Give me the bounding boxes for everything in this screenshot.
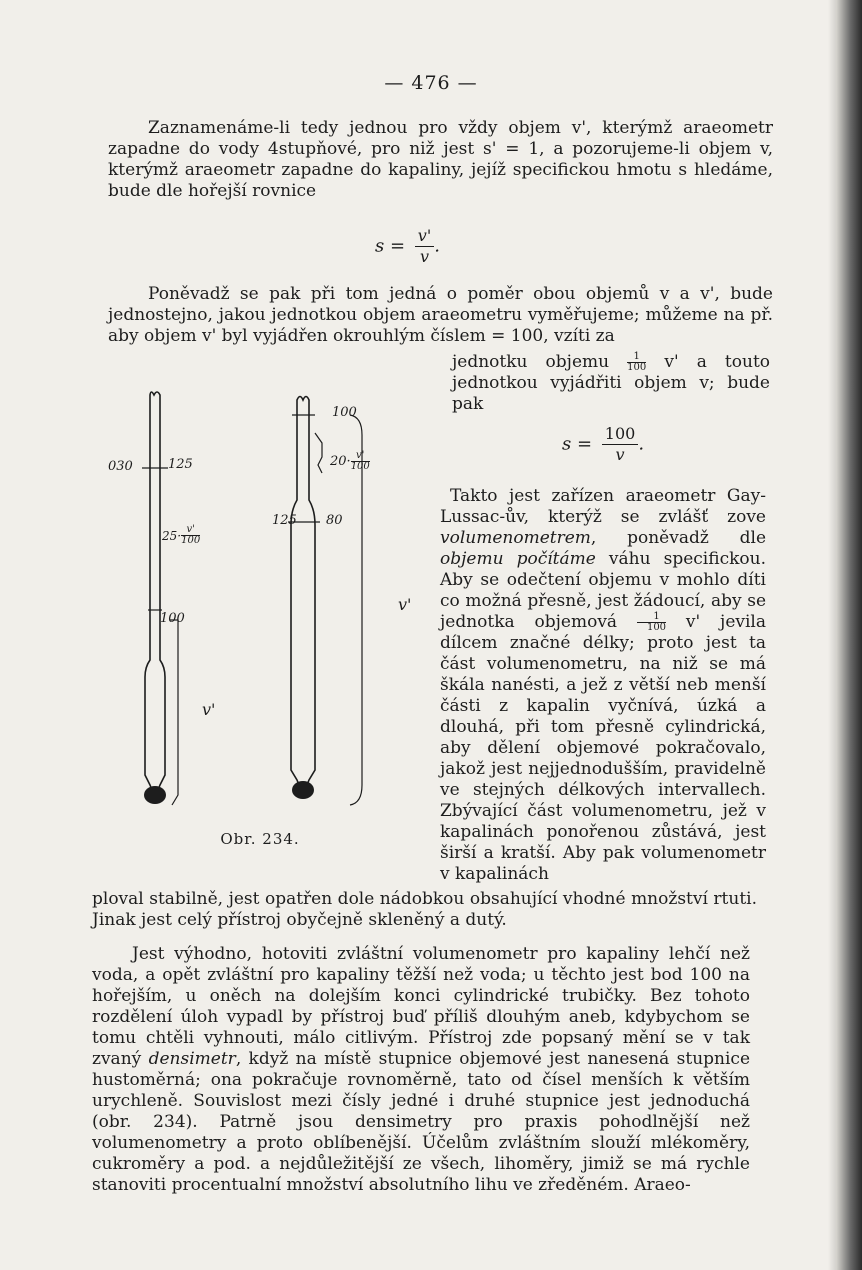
label-125-left: 125 [168,457,193,472]
label-25-frac [181,525,200,546]
paragraph-3-text-4: v' jevila dílcem značné délky; proto jest ta část volumenometru, na niž se má škála nanésti, a jež z větší neb menší části z kapalin vyčnívá, úzká a dlouhá, při tom přesně cylindrická, aby dělení objemové pokračovalo, jakož jest nejjednodušším, pravidelně ve stejných délkových intervallech. Zbývající část volumenometru, jež v kapalinách ponořenou zůstává, jest širší a kratší. Aby pak volumenometr v kapalinách [440,612,767,884]
label-80: 80 [326,513,343,528]
left-tube-outline [145,392,165,790]
equation-1-lhs: s = [375,235,406,257]
label-125-right: 125 [272,513,297,528]
paragraph-3-ending [92,889,757,931]
label-100-left: 100 [160,611,185,626]
equation-2-fraction [602,424,639,465]
paragraph-3-text-5: ploval stabilně, jest opatřen dole nádobkou obsahující vhodné množství rtuti. Jinak jest celý přístroj obyčejně skleněný a dutý. [92,889,757,930]
page-number: — 476 — [384,72,478,94]
paragraph-2-continuation [452,352,770,415]
fraction-one-hundredth [627,352,646,373]
paragraph-3-text-2: , poněvadž dle [590,528,766,548]
left-brace [170,620,178,805]
paragraph-2-text: Poněvadž se pak při tom jedná o poměr obou objemů v a v', bude jednostejno, jakou jednotkou objem araeometru vyměřujeme; můžeme na př. aby objem v' byl vyjádřen okrouhlým číslem = 100, vzíti za [108,284,773,346]
label-20-frac [351,451,370,472]
fraction-numerator-2: 1 [637,612,666,623]
right-big-brace [350,415,362,805]
figure-234 [110,385,440,825]
right-small-brace [315,433,322,473]
equation-2: s = $\frac{100}{v}$ . [562,424,645,464]
figure-caption: Obr. 234. [220,830,300,848]
volumenometer-drawing [110,385,440,825]
paragraph-1 [108,118,773,202]
term-by-volume: objemu počítáme [440,549,596,569]
left-instrument [145,392,165,790]
label-100-right: 100 [332,405,357,420]
equation-1-fraction [415,226,434,267]
label-v-left: v' [202,700,216,719]
label-030: 030 [108,459,133,474]
paragraph-2b-text-2: v' a touto jednotkou vyjádřiti objem v; bude pak [452,352,771,414]
paragraph-2 [108,284,773,347]
equation-2-numerator: 100 [602,424,639,445]
paragraph-4-text-1: Jest výhodno, hotoviti zvláštní volumenometr pro kapaliny lehčí než voda, a opět zvláštní pro kapaliny těžší než voda; u těchto jest bod 100 na hořejším, u oněch na dolejším konci cylindrické trubičky. Bez tohoto rozdělení úloh vypadl by přístroj buď příliš dlouhým aneb, kdybychom se tomu chtěli vyhnouti, málo citlivým. Přístroj zde popsaný mění se v tak zvaný [92,944,750,1069]
equation-1: s = $\frac{v'}{v}$ . [375,226,440,266]
right-scale-ticks [288,415,320,522]
paragraph-2b-text-1: jednotku objemu [452,352,610,372]
fraction-denominator-2: 100 [646,622,667,633]
left-mercury-bulb [144,786,166,804]
paragraph-3-text-1: Takto jest zařízen araeometr Gay-Lussac-ův, kterýž se zvlášť zove [440,486,766,527]
right-tube-outline [291,397,315,786]
label-25-den: 100 [181,535,201,546]
book-gutter-shadow [836,0,862,1270]
label-20-den: 100 [350,461,370,472]
equation-1-denominator: v [419,247,430,266]
paragraph-3-text-3: váhu specifickou. Aby se odečtení objemu v mohlo díti co možná přesně, jest žádoucí, aby se jednotka objemová [440,549,766,632]
label-25: 25· [162,528,182,543]
equation-1-numerator: v' [415,226,434,247]
right-instrument [291,397,315,786]
equation-2-lhs: s = [562,433,593,455]
label-20-fraction [330,451,370,472]
equation-2-denominator: v [615,445,625,464]
paragraph-3 [440,486,766,885]
label-20-num: v' [351,451,370,462]
label-20: 20· [330,454,351,469]
term-volumenometer: volumenometrem [440,528,591,548]
term-densimeter: densimetr [148,1049,236,1069]
label-25-num: v' [181,525,200,536]
label-25-fraction [162,525,200,546]
fraction-numerator: 1 [627,352,646,363]
right-mercury-bulb [292,781,314,799]
fraction-denominator: 100 [627,362,647,373]
paragraph-4-text-2: , když na místě stupnice objemové jest nanesená stupnice hustoměrná; ona pokračuje rovnoměrně, tato od čísel menších k větším urychleně. Souvislost mezi čísly jedné i druhé stupnice jest jednoduchá (obr. 234). Patrně jsou densimetry pro praxis pohodlnější než volumenometry a proto oblíbenější. Účelům zvláštním slouží mlékoměry, cukroměry a pod. a nejdůležitější ze všech, lihoměry, jimiž se má rychle stanoviti procentualní množství absolutního lihu ve zředěném. Araeo- [92,1049,751,1195]
paragraph-4 [92,944,750,1196]
paragraph-1-text: Zaznamenáme-li tedy jednou pro vždy objem v', kterýmž araeometr zapadne do vody 4stupňové, pro niž jest s' = 1, a pozorujeme-li objem v, kterýmž araeometr zapadne do kapaliny, jejíž specifickou hmotu s hledáme, bude dle hořejší rovnice [108,118,773,201]
page-edge-shade [828,0,836,1270]
fraction-one-hundredth-2 [637,612,666,633]
label-v-right: v' [398,595,412,614]
